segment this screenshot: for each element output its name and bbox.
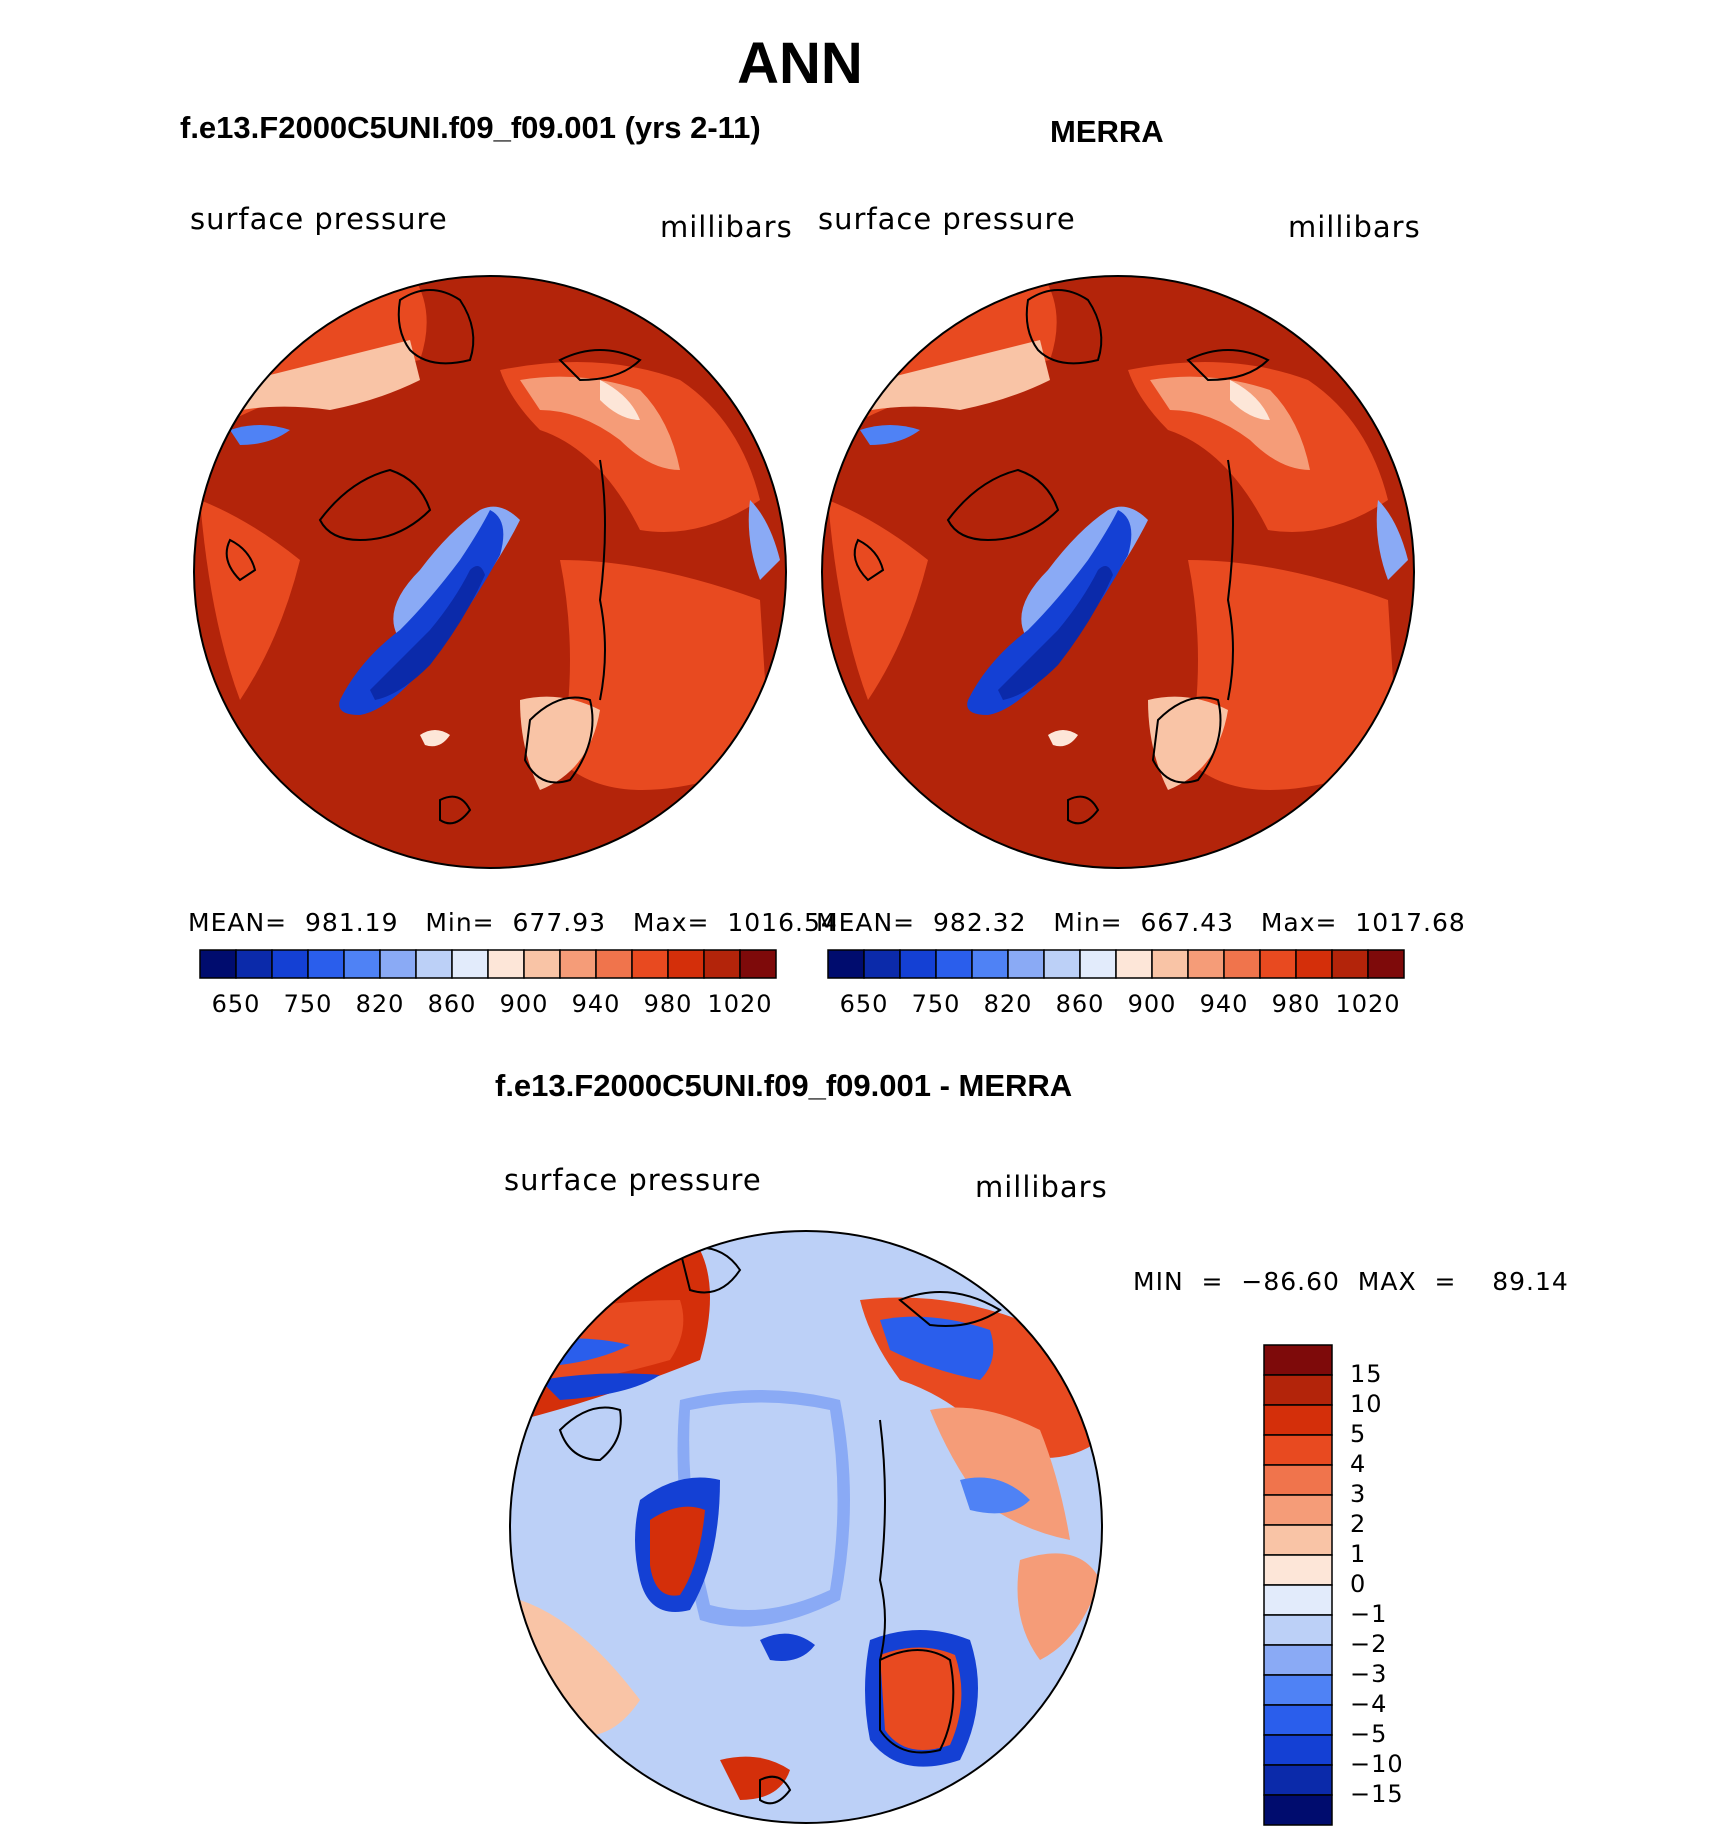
difference-panel-title: f.e13.F2000C5UNI.f09_f09.001 - MERRA	[495, 1068, 1073, 1103]
left-colorbar-tick-label: 860	[427, 990, 477, 1018]
difference-colorbar-swatch	[1264, 1495, 1332, 1525]
difference-colorbar-swatch	[1264, 1615, 1332, 1645]
left-colorbar-swatch	[236, 950, 272, 978]
difference-colorbar-swatch	[1264, 1675, 1332, 1705]
difference-colorbar-tick-label: 5	[1350, 1420, 1367, 1448]
left-colorbar-tick-label: 940	[571, 990, 621, 1018]
difference-colorbar-swatch	[1264, 1465, 1332, 1495]
left-polar-map	[194, 260, 786, 868]
difference-colorbar-swatch	[1264, 1375, 1332, 1405]
difference-panel-stats: MIN = −86.60 MAX = 89.14	[1133, 1267, 1569, 1296]
difference-colorbar-swatch	[1264, 1555, 1332, 1585]
difference-panel-units-label: millibars	[975, 1170, 1108, 1204]
right-colorbar-tick-label: 980	[1271, 990, 1321, 1018]
right-colorbar-swatch	[1044, 950, 1080, 978]
left-colorbar-swatch	[632, 950, 668, 978]
left-colorbar-swatch	[524, 950, 560, 978]
left-panel-units-label: millibars	[660, 210, 793, 244]
right-colorbar-swatch	[1116, 950, 1152, 978]
right-colorbar-swatch	[972, 950, 1008, 978]
difference-colorbar-tick-label: −10	[1350, 1750, 1404, 1778]
left-colorbar-tick-label: 820	[355, 990, 405, 1018]
difference-colorbar-tick-label: −4	[1350, 1690, 1388, 1718]
difference-panel-variable-label: surface pressure	[504, 1163, 762, 1197]
difference-colorbar-swatch	[1264, 1405, 1332, 1435]
right-colorbar-swatch	[1188, 950, 1224, 978]
left-panel-case-title: f.e13.F2000C5UNI.f09_f09.001 (yrs 2-11)	[180, 110, 761, 145]
difference-colorbar-swatch	[1264, 1525, 1332, 1555]
left-colorbar-tick-label: 980	[643, 990, 693, 1018]
right-colorbar-swatch	[1152, 950, 1188, 978]
left-colorbar-swatch	[380, 950, 416, 978]
left-colorbar-swatch	[416, 950, 452, 978]
plot-title: ANN	[737, 31, 863, 96]
left-colorbar-swatch	[488, 950, 524, 978]
right-colorbar-swatch	[936, 950, 972, 978]
right-colorbar-swatch	[864, 950, 900, 978]
right-colorbar-swatch	[1080, 950, 1116, 978]
left-colorbar-tick-label: 1020	[707, 990, 773, 1018]
difference-colorbar-tick-label: 10	[1350, 1390, 1383, 1418]
right-colorbar-tick-label: 750	[911, 990, 961, 1018]
difference-colorbar-swatch	[1264, 1585, 1332, 1615]
difference-colorbar-tick-label: 15	[1350, 1360, 1383, 1388]
left-colorbar	[200, 950, 776, 978]
right-colorbar-swatch	[1008, 950, 1044, 978]
right-polar-map	[822, 260, 1414, 868]
difference-colorbar-tick-label: 1	[1350, 1540, 1367, 1568]
difference-colorbar-tick-label: −3	[1350, 1660, 1388, 1688]
difference-colorbar-tick-label: −2	[1350, 1630, 1388, 1658]
left-colorbar-tick-label: 900	[499, 990, 549, 1018]
left-panel-variable-label: surface pressure	[190, 202, 448, 236]
difference-colorbar-swatch	[1264, 1765, 1332, 1795]
difference-colorbar-tick-label: −1	[1350, 1600, 1388, 1628]
difference-colorbar-tick-label: −5	[1350, 1720, 1388, 1748]
left-colorbar-swatch	[740, 950, 776, 978]
right-panel-stats: MEAN= 982.32 Min= 667.43 Max= 1017.68	[816, 908, 1466, 937]
left-colorbar-swatch	[596, 950, 632, 978]
difference-colorbar	[1264, 1345, 1332, 1825]
right-panel-case-title: MERRA	[1050, 114, 1164, 149]
difference-polar-map	[507, 1231, 1102, 1823]
left-colorbar-swatch	[704, 950, 740, 978]
difference-colorbar-swatch	[1264, 1705, 1332, 1735]
right-colorbar-swatch	[1296, 950, 1332, 978]
right-colorbar-tick-label: 820	[983, 990, 1033, 1018]
right-colorbar	[828, 950, 1404, 978]
right-colorbar-tick-label: 940	[1199, 990, 1249, 1018]
right-colorbar-tick-label: 900	[1127, 990, 1177, 1018]
left-colorbar-tick-label: 750	[283, 990, 333, 1018]
left-colorbar-swatch	[668, 950, 704, 978]
left-panel-stats: MEAN= 981.19 Min= 677.93 Max= 1016.54	[188, 908, 838, 937]
right-colorbar-tick-label: 860	[1055, 990, 1105, 1018]
left-colorbar-swatch	[308, 950, 344, 978]
left-colorbar-swatch	[560, 950, 596, 978]
right-panel-units-label: millibars	[1288, 210, 1421, 244]
left-colorbar-swatch	[272, 950, 308, 978]
right-colorbar-tick-label: 650	[839, 990, 889, 1018]
right-colorbar-swatch	[1224, 950, 1260, 978]
difference-colorbar-swatch	[1264, 1345, 1332, 1375]
right-colorbar-swatch	[1332, 950, 1368, 978]
left-colorbar-tick-label: 650	[211, 990, 261, 1018]
difference-colorbar-swatch	[1264, 1645, 1332, 1675]
right-colorbar-swatch	[1260, 950, 1296, 978]
difference-colorbar-tick-label: 3	[1350, 1480, 1367, 1508]
right-panel-variable-label: surface pressure	[818, 202, 1076, 236]
left-colorbar-swatch	[452, 950, 488, 978]
right-colorbar-swatch	[900, 950, 936, 978]
difference-colorbar-tick-label: 4	[1350, 1450, 1367, 1478]
right-colorbar-tick-label: 1020	[1335, 990, 1401, 1018]
right-colorbar-swatch	[828, 950, 864, 978]
difference-colorbar-swatch	[1264, 1795, 1332, 1825]
left-colorbar-swatch	[344, 950, 380, 978]
difference-colorbar-swatch	[1264, 1435, 1332, 1465]
difference-colorbar-swatch	[1264, 1735, 1332, 1765]
difference-colorbar-tick-label: 2	[1350, 1510, 1367, 1538]
left-colorbar-swatch	[200, 950, 236, 978]
difference-colorbar-tick-label: −15	[1350, 1780, 1404, 1808]
difference-colorbar-tick-label: 0	[1350, 1570, 1367, 1598]
right-colorbar-swatch	[1368, 950, 1404, 978]
